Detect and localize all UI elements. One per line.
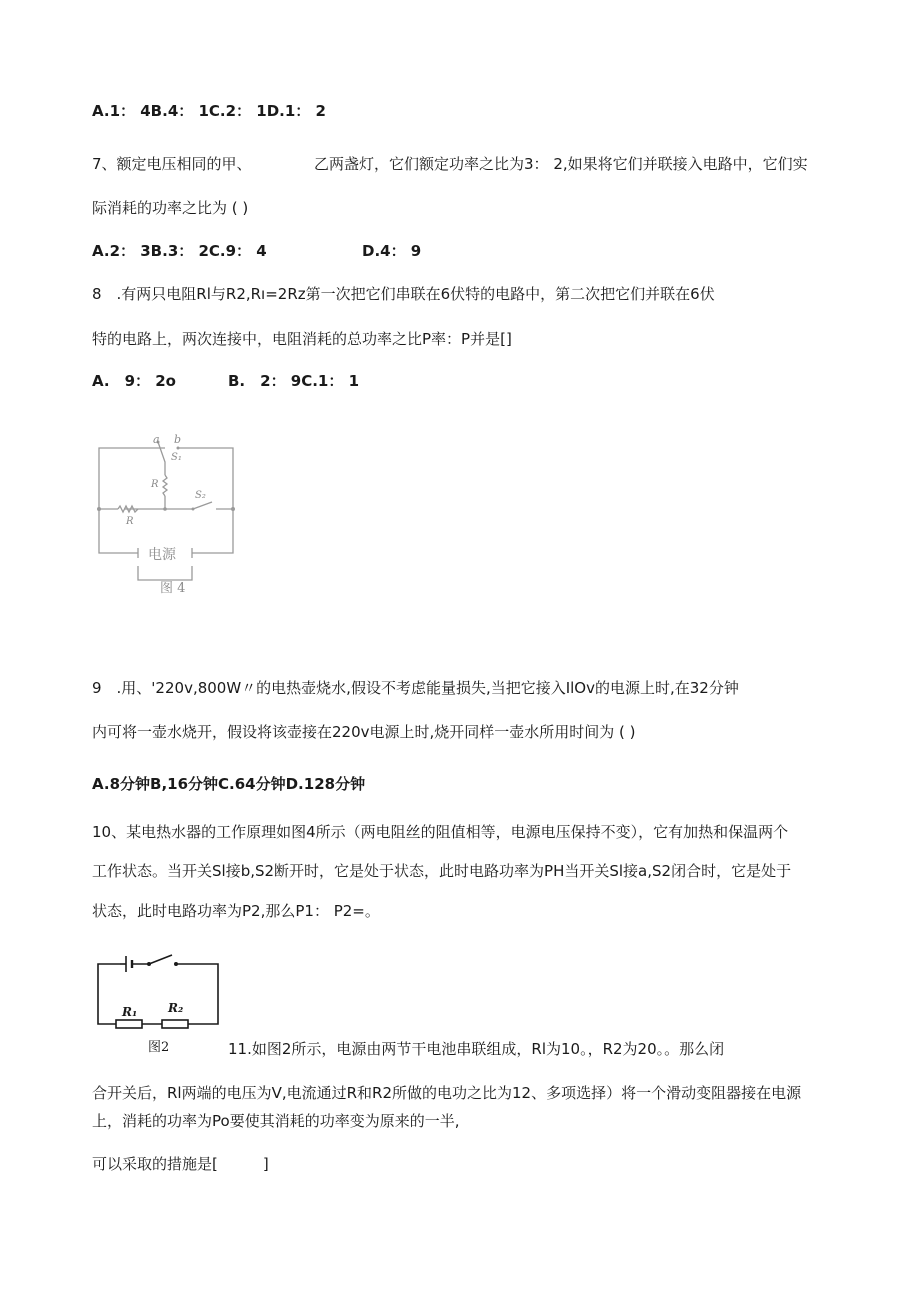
q8-options-a: A. 9： 2o [92, 372, 176, 390]
fig4-label-r-bottom: R [126, 516, 134, 527]
q7-line2: 际消耗的功率之比为 ( ) [92, 199, 249, 217]
q6-options: A.1： 4B.4： 1C.2： 1D.1： 2 [92, 102, 326, 120]
fig4-label-r-top: R [151, 479, 159, 490]
q9-line2: 内可将一壶水烧开，假设将该壶接在220v电源上时,烧开同样一壶水所用时间为 ( ) [92, 723, 636, 741]
fig2-caption: 图2 [148, 1040, 170, 1055]
q9-line1: 9 .用、'220v,800W〃的电热壶烧水,假设不考虑能量损失,当把它接入IlOv的电源上时,在32分钟 [92, 679, 739, 697]
q11-line4: 可以采取的措施是[ ] [92, 1155, 269, 1173]
fig4-label-b: b [174, 433, 182, 446]
q11-line1: 11.如图2所示，电源由两节干电池串联组成，Rl为10。，R2为20。。那么闭 [228, 1040, 725, 1058]
q7-line1-b: 乙两盏灯，它们额定功率之比为3： 2,如果将它们并联接入电路中，它们实 [314, 155, 808, 173]
q11-line2: 合开关后，Rl两端的电压为V,电流通过R和R2所做的电功之比为12、多项选择）将一个滑动变阻器接在电源 [92, 1084, 802, 1102]
figure-2-circuit [92, 950, 227, 1060]
q9-options: A.8分钟B,16分钟C.64分钟D.128分钟 [92, 775, 366, 793]
q8-line1: 8 .有两只电阻Rl与R2,Rı=2Rz第一次把它们串联在6伏特的电路中，第二次把它们并联在6伏 [92, 285, 715, 303]
fig4-caption: 图 4 [160, 581, 186, 596]
q8-line2: 特的电路上，两次连接中，电阻消耗的总功率之比P率：P并是[] [92, 330, 512, 348]
q7-options-a: A.2： 3B.3： 2C.9： 4 [92, 242, 267, 260]
fig2-label-r1: R₁ [122, 1005, 138, 1019]
fig4-label-s2: S₂ [195, 490, 206, 501]
q8-options-b: B. 2： 9C.1： 1 [228, 372, 360, 390]
fig4-label-a: a [153, 433, 160, 446]
figure-4-circuit [90, 432, 240, 597]
fig4-power-source: 电源 [148, 547, 176, 563]
q10-line2: 工作状态。当开关Sl接b,S2断开时，它是处于状态，此时电路功率为PH当开关Sl接a,S2闭合时，它是处于 [92, 862, 792, 880]
q10-line1: 10、某电热水器的工作原理如图4所示（两电阻丝的阻值相等，电源电压保持不变），它有加热和保温两个 [92, 823, 789, 841]
fig2-label-r2: R₂ [168, 1001, 184, 1015]
fig4-label-s1: S₁ [171, 452, 182, 463]
q7-line1-a: 7、额定电压相同的甲、 [92, 155, 252, 173]
q11-line3: 上，消耗的功率为Po要使其消耗的功率变为原来的一半, [92, 1112, 460, 1130]
q7-options-b: D.4： 9 [362, 242, 422, 260]
q10-line3: 状态，此时电路功率为P2,那么P1： P2=。 [92, 902, 380, 920]
